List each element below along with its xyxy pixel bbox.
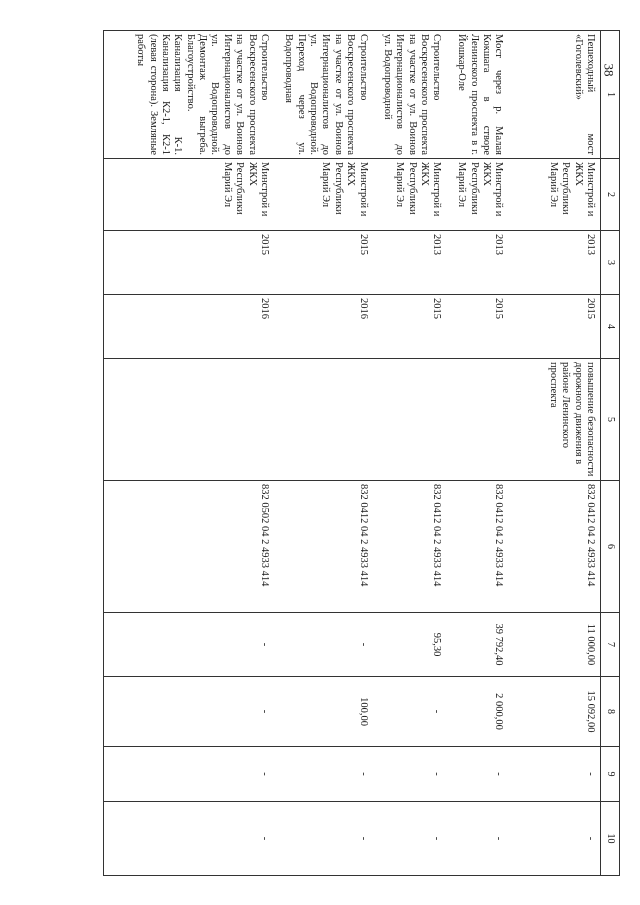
column-header: 4 bbox=[601, 295, 620, 359]
amount-cell: - bbox=[104, 677, 274, 747]
customer-cell: Минстрой и ЖКХ Республики Марий Эл bbox=[373, 159, 447, 231]
amount-cell: - bbox=[373, 677, 447, 747]
amount-cell: - bbox=[373, 747, 447, 802]
purpose-cell bbox=[373, 359, 447, 481]
customer-cell: Минстрой и ЖКХ Республики Марий Эл bbox=[509, 159, 601, 231]
header-row bbox=[601, 31, 620, 876]
amount-cell: - bbox=[104, 747, 274, 802]
table-row bbox=[509, 31, 601, 876]
column-header: 8 bbox=[601, 677, 620, 747]
rotated-table-container bbox=[100, 30, 620, 875]
end-year-cell: 2015 bbox=[509, 295, 601, 359]
purpose-cell bbox=[274, 359, 373, 481]
amount-cell: 95,30 bbox=[373, 613, 447, 677]
amount-cell: - bbox=[274, 747, 373, 802]
start-year-cell: 2015 bbox=[274, 231, 373, 295]
table-row bbox=[104, 31, 274, 876]
amount-cell: 2 000,00 bbox=[447, 677, 509, 747]
amount-cell: - bbox=[447, 747, 509, 802]
budget-code-cell: 832 0412 04 2 4933 414 bbox=[447, 481, 509, 613]
purpose-cell: повышение безопасности дорожного движения в районе Ленинского проспекта bbox=[509, 359, 601, 481]
end-year-cell: 2015 bbox=[447, 295, 509, 359]
column-header: 9 bbox=[601, 747, 620, 802]
table-row bbox=[274, 31, 373, 876]
page-number: 38 bbox=[601, 63, 617, 77]
amount-cell: - bbox=[373, 802, 447, 876]
amount-cell: - bbox=[509, 802, 601, 876]
end-year-cell: 2016 bbox=[104, 295, 274, 359]
customer-cell: Минстрой и ЖКХ Республики Марий Эл bbox=[104, 159, 274, 231]
column-header: 5 bbox=[601, 359, 620, 481]
budget-code-cell: 832 0412 04 2 4933 414 bbox=[274, 481, 373, 613]
amount-cell: - bbox=[104, 802, 274, 876]
amount-cell: - bbox=[509, 747, 601, 802]
start-year-cell: 2015 bbox=[104, 231, 274, 295]
column-header: 10 bbox=[601, 802, 620, 876]
amount-cell: 100,00 bbox=[274, 677, 373, 747]
column-header: 1 bbox=[601, 31, 620, 159]
customer-cell: Минстрой и ЖКХ Республики Марий Эл bbox=[447, 159, 509, 231]
object-name-cell: Строительство Воскресенского проспекта на участке от ул. Воинов Интернационалистов до ул. Водопроводной bbox=[373, 31, 447, 159]
amount-cell: - bbox=[104, 613, 274, 677]
customer-cell: Минстрой и ЖКХ Республики Марий Эл bbox=[274, 159, 373, 231]
start-year-cell: 2013 bbox=[373, 231, 447, 295]
purpose-cell bbox=[104, 359, 274, 481]
purpose-cell bbox=[447, 359, 509, 481]
end-year-cell: 2016 bbox=[274, 295, 373, 359]
object-name-cell: Строительство Воскресенского проспекта на участке от ул. Воинов Интернационалистов до ул. Водопроводной. Переход через ул. Водопроводная bbox=[274, 31, 373, 159]
object-name-cell: Мост через р. Малая Кокшага в створе Ленинского проспекта в г. Йошкар-Оле bbox=[447, 31, 509, 159]
data-table bbox=[104, 30, 621, 876]
amount-cell: 11 000,00 bbox=[509, 613, 601, 677]
budget-code-cell: 832 0502 04 2 4933 414 bbox=[104, 481, 274, 613]
column-header: 3 bbox=[601, 231, 620, 295]
amount-cell: - bbox=[274, 802, 373, 876]
object-name-cell: Пешеходный мост «Гоголевский» bbox=[509, 31, 601, 159]
table-row bbox=[447, 31, 509, 876]
column-header: 2 bbox=[601, 159, 620, 231]
table-row bbox=[373, 31, 447, 876]
start-year-cell: 2013 bbox=[509, 231, 601, 295]
column-header: 7 bbox=[601, 613, 620, 677]
object-name-cell: Строительство Воскресенского проспекта на участке от ул. Воинов Интернационалистов до ул. Водопроводной. Демонтаж выгреба. Благоустройство. Канализация К-1. Канализация К2-1, К2-1 (левая сторона). Земляные работы bbox=[104, 31, 274, 159]
amount-cell: 15 092,00 bbox=[509, 677, 601, 747]
start-year-cell: 2013 bbox=[447, 231, 509, 295]
amount-cell: 39 792,40 bbox=[447, 613, 509, 677]
amount-cell: - bbox=[447, 802, 509, 876]
budget-code-cell: 832 0412 04 2 4933 414 bbox=[373, 481, 447, 613]
budget-code-cell: 832 0412 04 2 4933 414 bbox=[509, 481, 601, 613]
column-header: 6 bbox=[601, 481, 620, 613]
amount-cell: - bbox=[274, 613, 373, 677]
end-year-cell: 2015 bbox=[373, 295, 447, 359]
